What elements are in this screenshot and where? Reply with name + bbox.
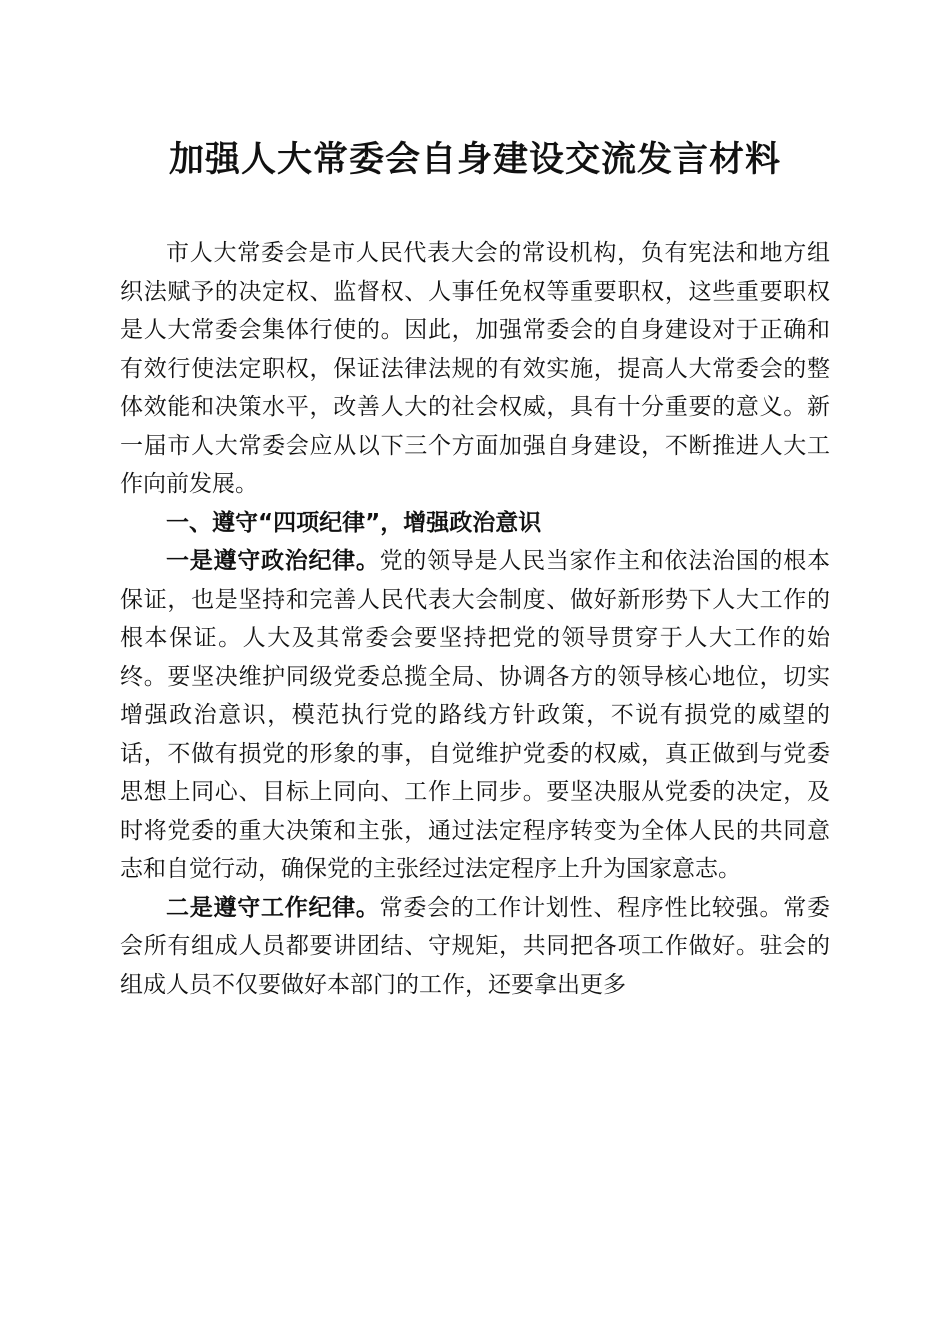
paragraph-work-discipline <box>120 889 830 1005</box>
paragraph-lead: 二是遵守工作纪律。 <box>166 894 380 921</box>
intro-paragraph: 市人大常委会是市人民代表大会的常设机构，负有宪法和地方组织法赋予的决定权、监督权、人事任免权等重要职权，这些重要职权是人大常委会集体行使的。因此，加强常委会的自身建设对于正确和有效行使法定职权，保证法律法规的有效实施，提高人大常委会的整体效能和决策水平，改善人大的社会权威，具有十分重要的意义。新一届市人大常委会应从以下三个方面加强自身建设，不断推进人大工作向前发展。 <box>120 240 830 497</box>
paragraph-body: 党的领导是人民当家作主和依法治国的根本保证，也是坚持和完善人民代表大会制度、做好新形势下人大工作的根本保证。人大及其常委会要坚持把党的领导贯穿于人大工作的始终。要坚决维护同级党委总揽全局、协调各方的领导核心地位，切实增强政治意识，模范执行党的路线方针政策，不说有损党的威望的话，不做有损党的形象的事，自觉维护党委的权威，真正做到与党委思想上同心、目标上同向、工作上同步。要坚决服从党委的决定，及时将党委的重大决策和主张，通过法定程序转变为全体人民的共同意志和自觉行动，确保党的主张经过法定程序上升为国家意志。 <box>120 548 831 882</box>
paragraph-political-discipline <box>120 542 830 889</box>
paragraph-body: 常委会的工作计划性、程序性比较强。常委会所有组成人员都要讲团结、守规矩，共同把各项工作做好。驻会的组成人员不仅要做好本部门的工作，还要拿出更多 <box>120 894 831 998</box>
document-body <box>120 234 830 1004</box>
section-heading-1: 一、遵守“四项纪律”，增强政治意识 <box>166 509 542 536</box>
document-title: 加强人大常委会自身建设交流发言材料 <box>168 139 781 180</box>
paragraph-lead: 一是遵守政治纪律。 <box>166 548 380 574</box>
